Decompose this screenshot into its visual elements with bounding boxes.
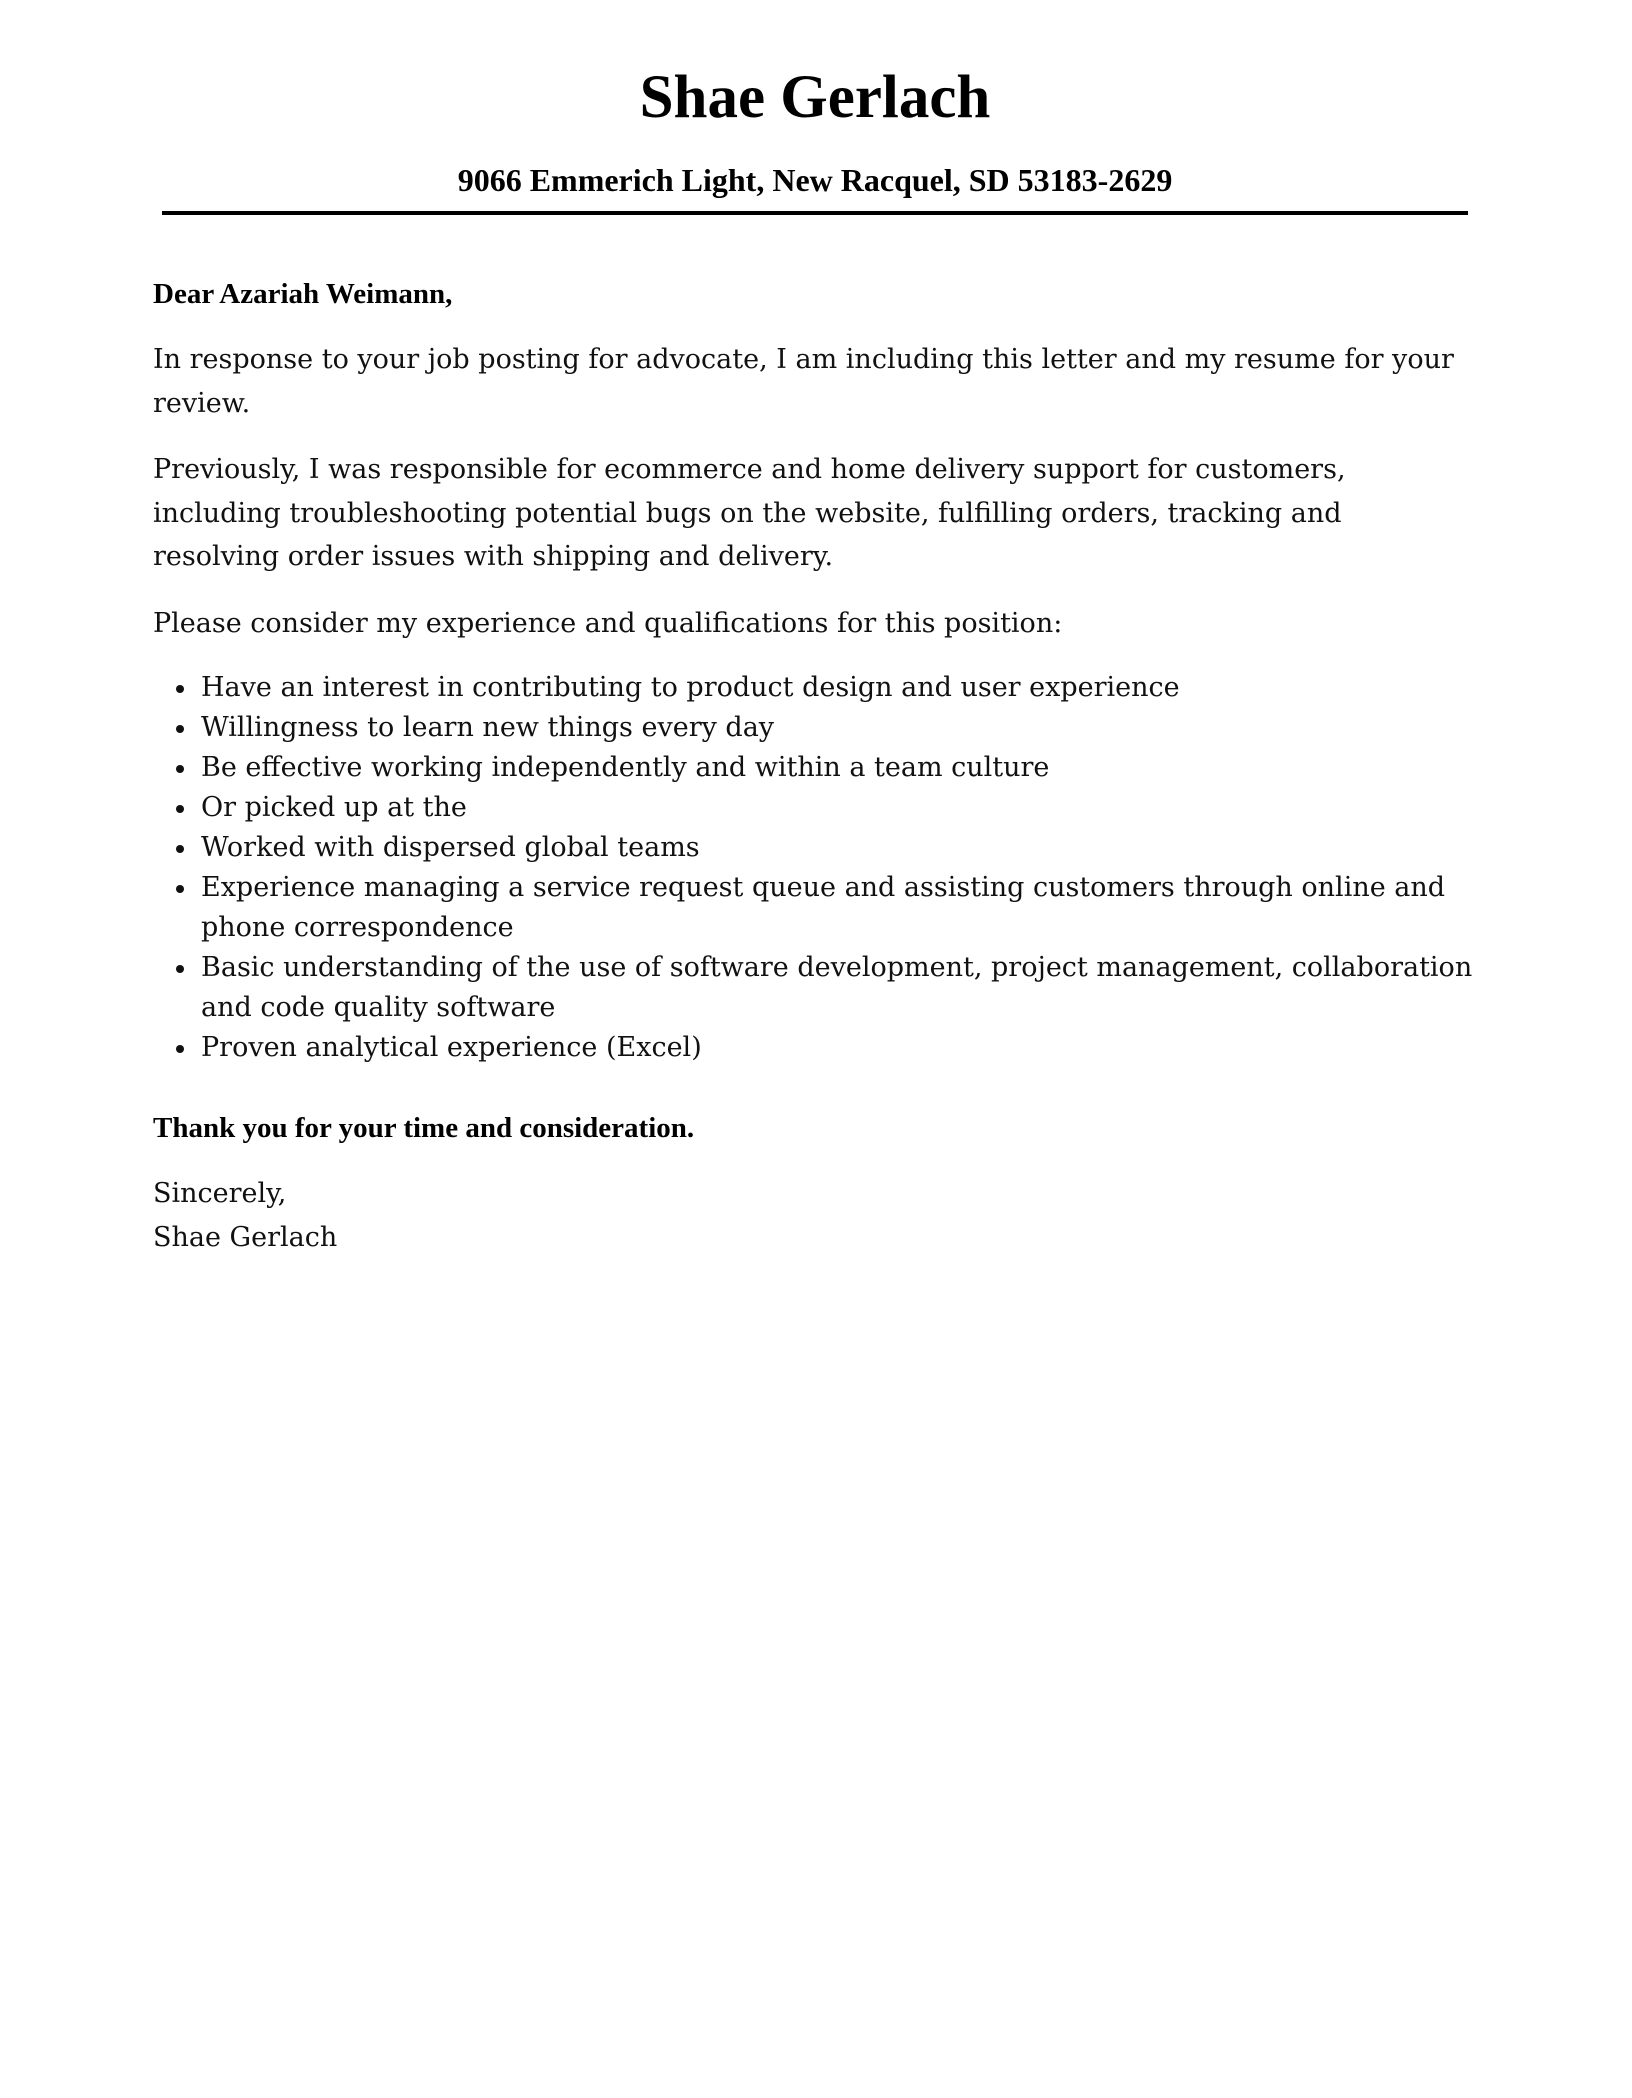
list-item-text: Willingness to learn new things every day [201,712,775,743]
letter-body [153,272,1473,1260]
sender-address: 9066 Emmerich Light, New Racquel, SD 53183-2629 [457,162,1173,198]
salutation: Dear Azariah Weimann, [153,278,453,310]
list-item [201,788,1473,828]
bullet-icon [176,845,184,853]
signature-name: Shae Gerlach [153,1222,338,1253]
list-item [201,668,1473,708]
list-item [201,948,1473,1028]
bullet-icon [176,1045,184,1053]
list-item-text: Experience managing a service request queue and assisting customers through online and phone correspondence [201,872,1446,943]
list-item-text: Be effective working independently and within a team culture [201,752,1050,783]
bullet-icon [176,805,184,813]
bullet-icon [176,885,184,893]
thank-you-line: Thank you for your time and consideration. [153,1112,695,1144]
list-item-text: Or picked up at the [201,792,467,823]
sender-name: Shae Gerlach [639,64,991,131]
header-divider [162,211,1468,215]
bullet-icon [176,725,184,733]
paragraph-intro: In response to your job posting for advocate, I am including this letter and my resume for your review. [153,344,1454,419]
list-item [201,1028,1473,1068]
list-item-text: Worked with dispersed global teams [201,832,700,863]
paragraph-experience: Previously, I was responsible for ecommerce and home delivery support for customers, including troubleshooting potential bugs on the website, fulfilling orders, tracking and resolving order issues with shipping and delivery. [153,454,1346,572]
bullet-icon [176,685,184,693]
qualifications-list [153,668,1473,1068]
list-item-text: Basic understanding of the use of software development, project management, collaboration and code quality software [201,952,1473,1023]
list-item [201,708,1473,748]
list-item-text: Have an interest in contributing to product design and user experience [201,672,1180,703]
bullet-icon [176,965,184,973]
list-item [201,828,1473,868]
bullet-icon [176,765,184,773]
list-item [201,748,1473,788]
closing-salutation: Sincerely, [153,1178,287,1209]
paragraph-qualifications-lead: Please consider my experience and qualifications for this position: [153,607,1063,639]
letter-header [162,58,1468,200]
list-item [201,868,1473,948]
list-item-text: Proven analytical experience (Excel) [201,1032,702,1063]
